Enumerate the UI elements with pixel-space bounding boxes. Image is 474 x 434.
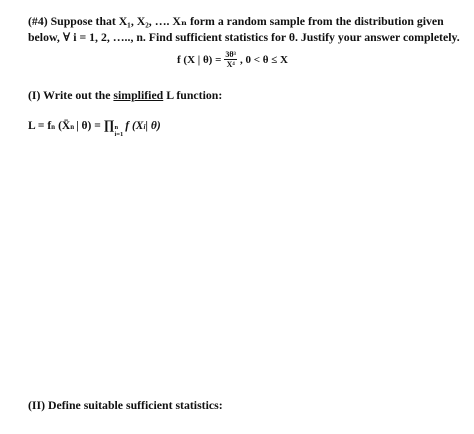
formula-lhs: f (X | θ) = (177, 53, 222, 66)
problem-line-1: (#4) Suppose that X₁, X₂, …. Xₙ form a random sample from the distribution given (28, 14, 444, 28)
problem-line-2: below, ∀ i = 1, 2, ….., n. Find sufficient statistics for θ. Justify your answer completely. (28, 30, 460, 44)
likelihood-rest: | θ) = (76, 120, 101, 132)
part-one-heading (28, 88, 222, 103)
fraction-numerator: 3θ³ (225, 50, 236, 59)
likelihood-term-sub: i (143, 123, 146, 131)
product-limits (115, 124, 124, 138)
product-lower: i=1 (114, 131, 124, 138)
likelihood-term: f (X (125, 120, 144, 132)
likelihood-mid: (X̄ (58, 120, 71, 132)
formula-condition: , 0 < θ ≤ X (239, 53, 288, 66)
likelihood-lhs: L = f (28, 120, 52, 132)
part-one-before: (I) Write out the (28, 88, 114, 102)
product-symbol: ∏ (103, 117, 115, 132)
problem-statement (28, 13, 464, 45)
likelihood-term-end: | θ) (145, 120, 161, 132)
density-formula (177, 50, 288, 69)
formula-fraction (224, 50, 237, 69)
product-upper: n (114, 124, 119, 131)
likelihood-sub-n: n (51, 123, 56, 131)
likelihood-sub-n2: n (70, 123, 75, 131)
part-one-after: L function: (163, 88, 223, 102)
fraction-denominator: X⁴ (226, 60, 235, 69)
likelihood-formula (28, 117, 161, 138)
part-two-heading: (II) Define suitable sufficient statistics: (28, 398, 223, 412)
part-one-underlined: simplified (113, 88, 164, 102)
